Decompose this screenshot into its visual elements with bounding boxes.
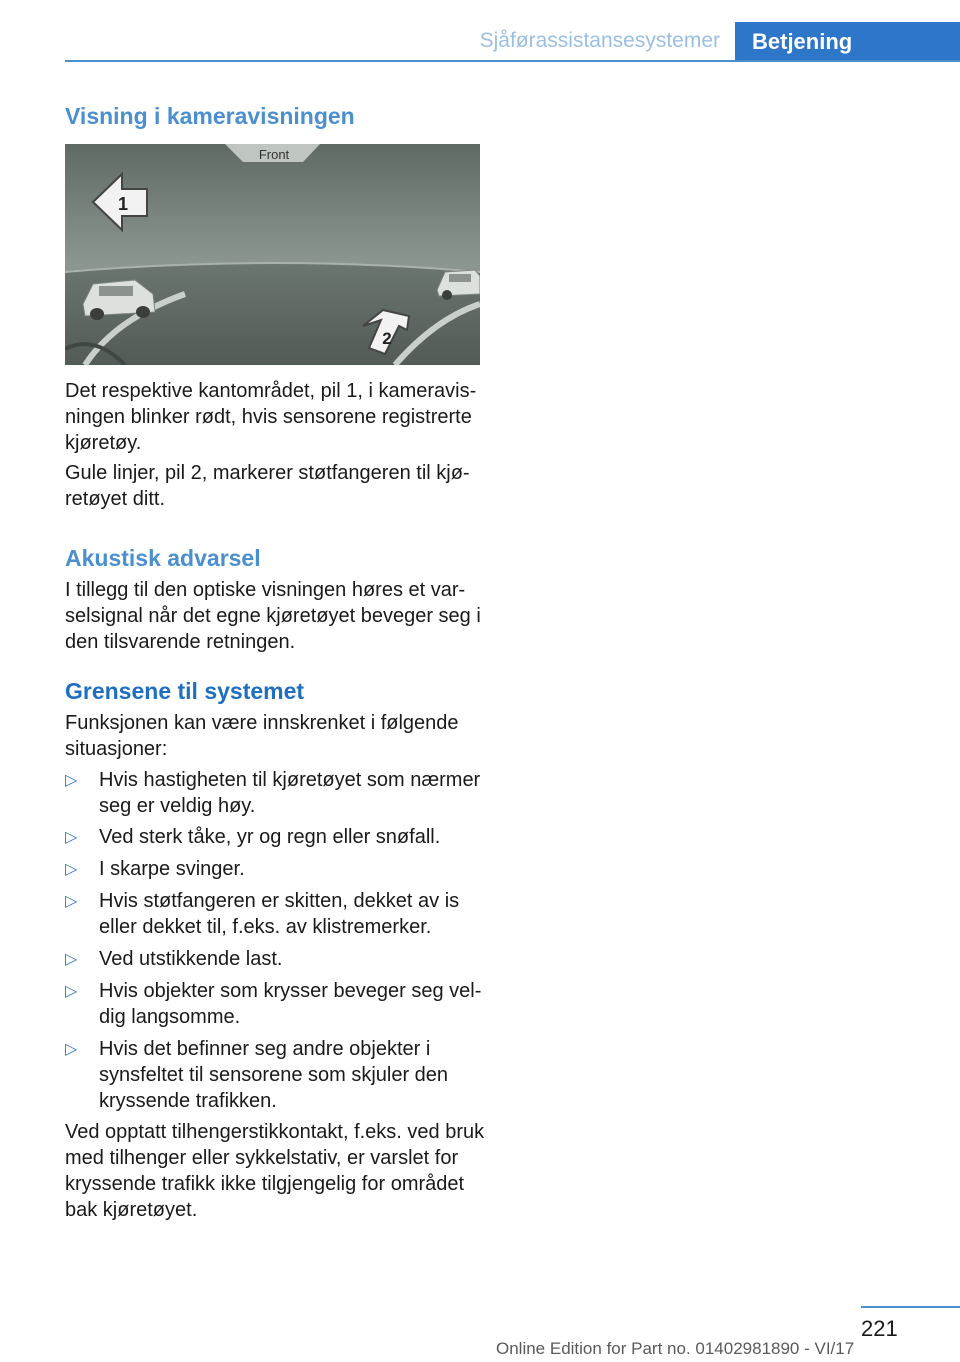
triangle-bullet-icon: ▷ [65, 829, 78, 846]
paragraph-limits-outro: Ved opptatt tilhengerstikkontakt, f.eks. ved bruk med tilhenger eller sykkelstativ, er varslet for kryssende trafikk ikke tilgjengelig for området bak kjøretøyet. [65, 1121, 485, 1221]
paragraph-edge-area: Det respektive kantområdet, pil 1, i kameravisningen blinker rødt, hvis sensorene registrerte kjøretøy. [65, 380, 477, 454]
section-heading-camera-view: Visning i kameravisningen [65, 103, 355, 129]
triangle-bullet-icon: ▷ [65, 983, 78, 1000]
front-label: Front [258, 147, 290, 162]
list-item: ▷ Hvis hastigheten til kjøretøyet som nærmer seg er veldig høy. [65, 769, 481, 817]
triangle-bullet-icon: ▷ [65, 861, 78, 878]
triangle-bullet-icon: ▷ [65, 951, 78, 968]
page-number-rule [861, 1306, 960, 1308]
chapter-title: Sjåførassistansesystemer [479, 29, 720, 52]
page-number: 221 [861, 1316, 898, 1341]
paragraph-yellow-lines: Gule linjer, pil 2, markerer støtfangeren til kjøretøyet ditt. [65, 462, 470, 510]
section-heading-acoustic-warning: Akustisk advarsel [65, 545, 261, 571]
arrow-1-label: 1 [117, 194, 129, 214]
section-tab: Betjening [735, 22, 960, 62]
paragraph-acoustic-warning: I tillegg til den optiske visningen høres et varselsignal når det egne kjøretøyet beveger seg i den tilsvarende retningen. [65, 579, 481, 653]
camera-view-figure [65, 144, 480, 365]
list-item: ▷ Ved sterk tåke, yr og regn eller snøfall. [65, 824, 485, 850]
list-item: ▷ I skarpe svinger. [65, 856, 485, 882]
list-item: ▷ Hvis objekter som krysser beveger seg veldig langsomme. [65, 980, 482, 1028]
arrow-2-label: 2 [382, 329, 392, 348]
list-item: ▷ Hvis det befinner seg andre objekter i synsfeltet til sensorene som skjuler den kryssende trafikken. [65, 1038, 449, 1112]
page-header [65, 0, 960, 62]
camera-view-illustration [65, 144, 480, 365]
list-item: ▷ Ved utstikkende last. [65, 946, 485, 972]
edition-footer: Online Edition for Part no. 01402981890 - VI/17 [496, 1339, 855, 1358]
triangle-bullet-icon: ▷ [65, 772, 78, 789]
triangle-bullet-icon: ▷ [65, 893, 78, 910]
paragraph-limits-intro: Funksjonen kan være innskrenket i følgende situasjoner: [65, 712, 459, 760]
section-heading-system-limits: Grensene til systemet [65, 678, 305, 704]
header-rule [65, 60, 960, 62]
triangle-bullet-icon: ▷ [65, 1041, 78, 1058]
list-item: ▷ Hvis støtfangeren er skitten, dekket av is eller dekket til, f.eks. av klistremerker. [65, 890, 460, 938]
